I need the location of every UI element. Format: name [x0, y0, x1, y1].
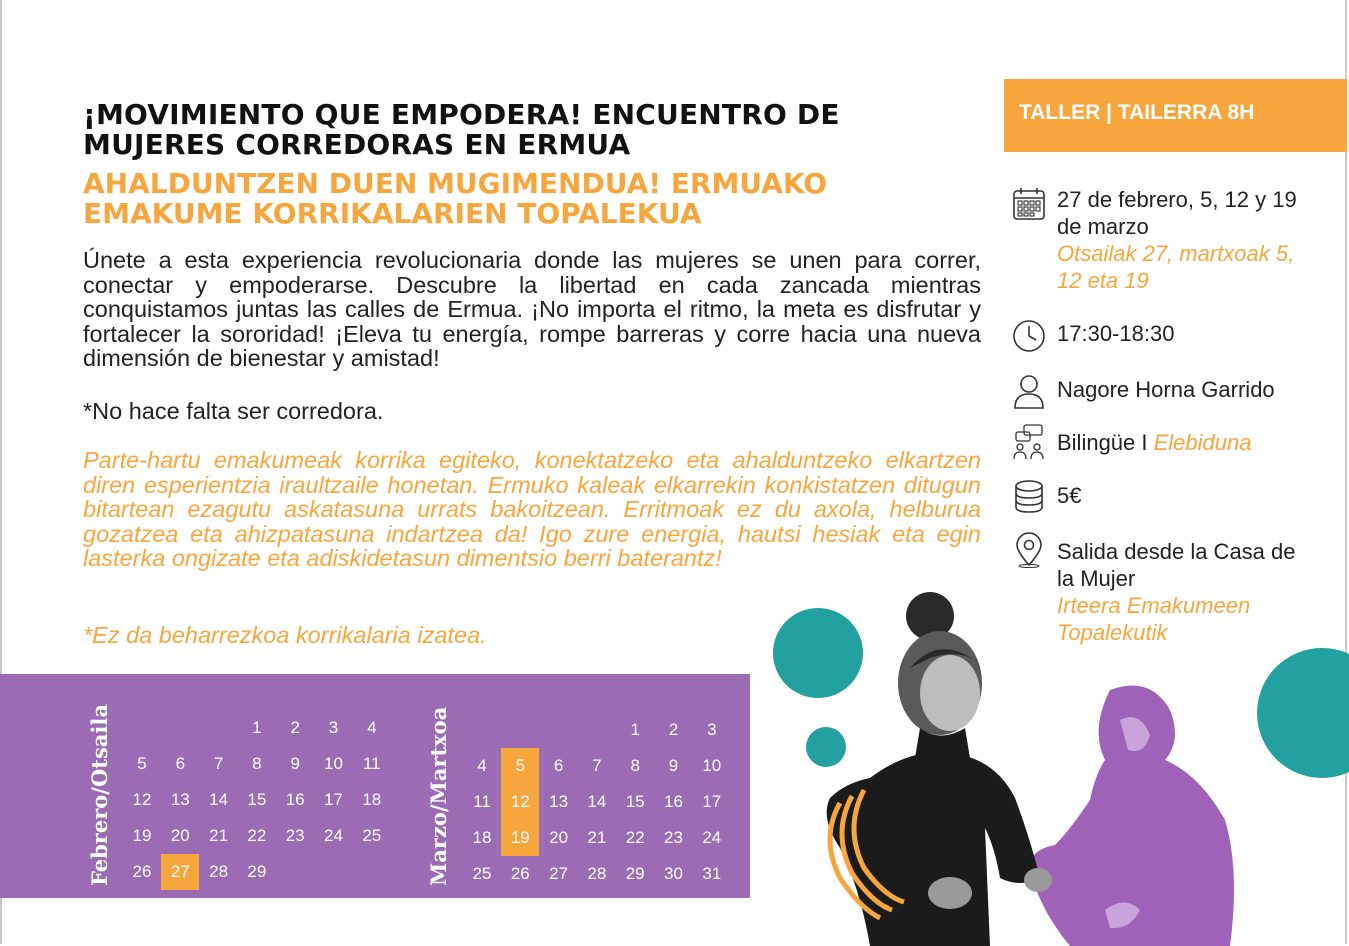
calendar-day-mar-9: 9 [668, 756, 679, 775]
calendar-day-feb-14: 14 [209, 790, 229, 809]
calendar-day-mar-2: 2 [668, 720, 679, 739]
runner-black-image [800, 588, 1060, 946]
calendar-day-mar-7: 7 [592, 756, 602, 775]
calendar-day-mar-29: 29 [625, 864, 645, 883]
calendar-day-feb-13: 13 [170, 790, 190, 809]
calendar-day-mar-3: 3 [707, 720, 717, 739]
calendar-day-mar-15: 15 [625, 792, 645, 811]
price-text: 5€ [1057, 483, 1082, 508]
calendar-day-feb-23: 23 [285, 826, 305, 845]
calendar-day-mar-6: 6 [553, 756, 564, 775]
calendar-day-mar-4: 4 [477, 756, 487, 775]
calendar-day-feb-29: 29 [247, 862, 267, 881]
location-es: Salida desde la Casa de la Mujer [1057, 539, 1296, 591]
event-subtitle-eu: AHALDUNTZEN DUEN MUGIMENDUA! ERMUAKO EMAKUME KORRIKALARIEN TOPALEKUA [83, 167, 828, 230]
calendar-day-feb-15: 15 [247, 790, 267, 809]
calendar-day-feb-6: 6 [175, 754, 186, 773]
calendar-day-mar-31: 31 [702, 864, 722, 883]
calendar-day-feb-22: 22 [247, 826, 267, 845]
calendar-day-mar-8: 8 [630, 756, 640, 775]
location-eu: Irteera Emakumeen Topalekutik [1057, 593, 1251, 645]
calendar-day-feb-24: 24 [324, 826, 343, 845]
language-es: Bilingüe [1057, 430, 1136, 455]
calendar-day-feb-11: 11 [362, 754, 381, 773]
dates-es: 27 de febrero, 5, 12 y 19 de marzo [1057, 187, 1297, 239]
calendar-day-mar-18: 18 [472, 828, 492, 847]
calendar-day-feb-5: 5 [137, 754, 147, 773]
calendar-day-feb-21: 21 [209, 826, 229, 845]
language-eu: Elebiduna [1153, 430, 1252, 455]
calendar-day-feb-8: 8 [252, 754, 262, 773]
calendar-day-feb-26: 26 [132, 862, 152, 881]
chat-people-icon [1012, 424, 1046, 460]
month-label-february: Febrero/Otsaila [87, 704, 112, 886]
description-es: Únete a esta experiencia revolucionaria donde las mujeres se unen para correr, conectar y empoderarse. Descubre la libertad en cada zancada mientras conquistamos juntas las calles de Ermua. ¡No importa el ritmo, la meta es disfrutar y fortalecer la sororidad! ¡Eleva tu energía, rompe barreras y corre hacia una nueva dimensión de bienestar y amistad! [83, 247, 981, 371]
calendar-day-feb-28: 28 [209, 862, 229, 881]
calendar-day-feb-1: 1 [252, 718, 262, 737]
dates-eu: Otsailak 27, martxoak 5, 12 eta 19 [1057, 241, 1295, 293]
instructor-text: Nagore Horna Garrido [1057, 377, 1275, 402]
workshop-tag: TALLER | TAILERRA 8H [1004, 79, 1347, 152]
calendar-day-mar-13: 13 [549, 792, 569, 811]
calendar-day-mar-27: 27 [549, 864, 569, 883]
calendar-day-mar-12: 12 [501, 784, 539, 820]
event-title: ¡MOVIMIENTO QUE EMPODERA! ENCUENTRO DE MUJERES CORREDORAS EN ERMUA [83, 98, 840, 161]
calendar-day-feb-18: 18 [362, 790, 382, 809]
calendar-icon [1012, 186, 1046, 222]
calendar-day-feb-10: 10 [324, 754, 343, 773]
coins-icon [1012, 479, 1046, 515]
person-icon [1012, 373, 1046, 409]
calendar-day-feb-3: 3 [328, 718, 339, 737]
calendar-day-feb-17: 17 [324, 790, 343, 809]
calendar-day-mar-11: 11 [473, 792, 491, 811]
info-time [1012, 318, 1297, 354]
calendar-day-feb-4: 4 [367, 718, 377, 737]
calendar-day-mar-26: 26 [510, 864, 530, 883]
calendar-day-mar-25: 25 [472, 864, 492, 883]
calendar-day-mar-1: 1 [630, 720, 640, 739]
calendar-day-mar-28: 28 [587, 864, 607, 883]
info-instructor [1012, 373, 1297, 409]
month-label-march: Marzo/Martxoa [426, 706, 451, 886]
calendar-day-mar-14: 14 [587, 792, 607, 811]
language-separator: I [1135, 430, 1154, 455]
time-text: 17:30-18:30 [1057, 321, 1175, 346]
clock-icon [1012, 318, 1046, 354]
calendar-day-mar-19: 19 [501, 820, 539, 856]
note-es: *No hace falta ser corredora. [83, 398, 384, 424]
description-eu: Parte-hartu emakumeak korrika egiteko, konektatzeko eta ahalduntzeko elkartzen diren esperientzia iraultzaile honetan. Ermuko kaleak elkarrekin konkistatzen ditugun bitartean ezagutu askatasuna urrats bakoitzean. Erritmoak ez du axola, helburua gozatzea eta ahizpatasuna indartzea da! Igo zure energia, hautsi hesiak eta egin lasterka ongizate eta adiskidetasun dimentsio berri baterantz! [83, 447, 981, 571]
calendar-day-feb-2: 2 [290, 718, 300, 737]
info-language [1012, 424, 1297, 460]
calendar-day-mar-23: 23 [664, 828, 683, 847]
calendar-day-mar-24: 24 [702, 828, 722, 847]
calendar-day-mar-22: 22 [625, 828, 645, 847]
calendar-day-feb-25: 25 [362, 826, 382, 845]
calendar-day-feb-7: 7 [213, 754, 224, 773]
calendar-day-mar-5: 5 [501, 748, 539, 784]
calendar-day-mar-16: 16 [664, 792, 683, 811]
note-eu: *Ez da beharrezkoa korrikalaria izatea. [83, 622, 487, 648]
calendar-panel [0, 674, 750, 898]
calendar-day-mar-17: 17 [702, 792, 722, 811]
calendar-day-mar-30: 30 [664, 864, 683, 883]
calendar-day-mar-21: 21 [587, 828, 607, 847]
calendar-day-feb-12: 12 [132, 790, 152, 809]
calendar-day-feb-27: 27 [161, 854, 199, 890]
calendar-day-feb-9: 9 [290, 754, 300, 773]
info-dates [1012, 186, 1297, 294]
calendar-day-mar-10: 10 [702, 756, 722, 775]
info-price [1012, 479, 1297, 515]
calendar-day-feb-16: 16 [285, 790, 305, 809]
calendar-day-feb-19: 19 [132, 826, 152, 845]
calendar-day-feb-20: 20 [170, 826, 190, 845]
location-pin-icon [1012, 532, 1046, 568]
calendar-day-mar-20: 20 [549, 828, 569, 847]
